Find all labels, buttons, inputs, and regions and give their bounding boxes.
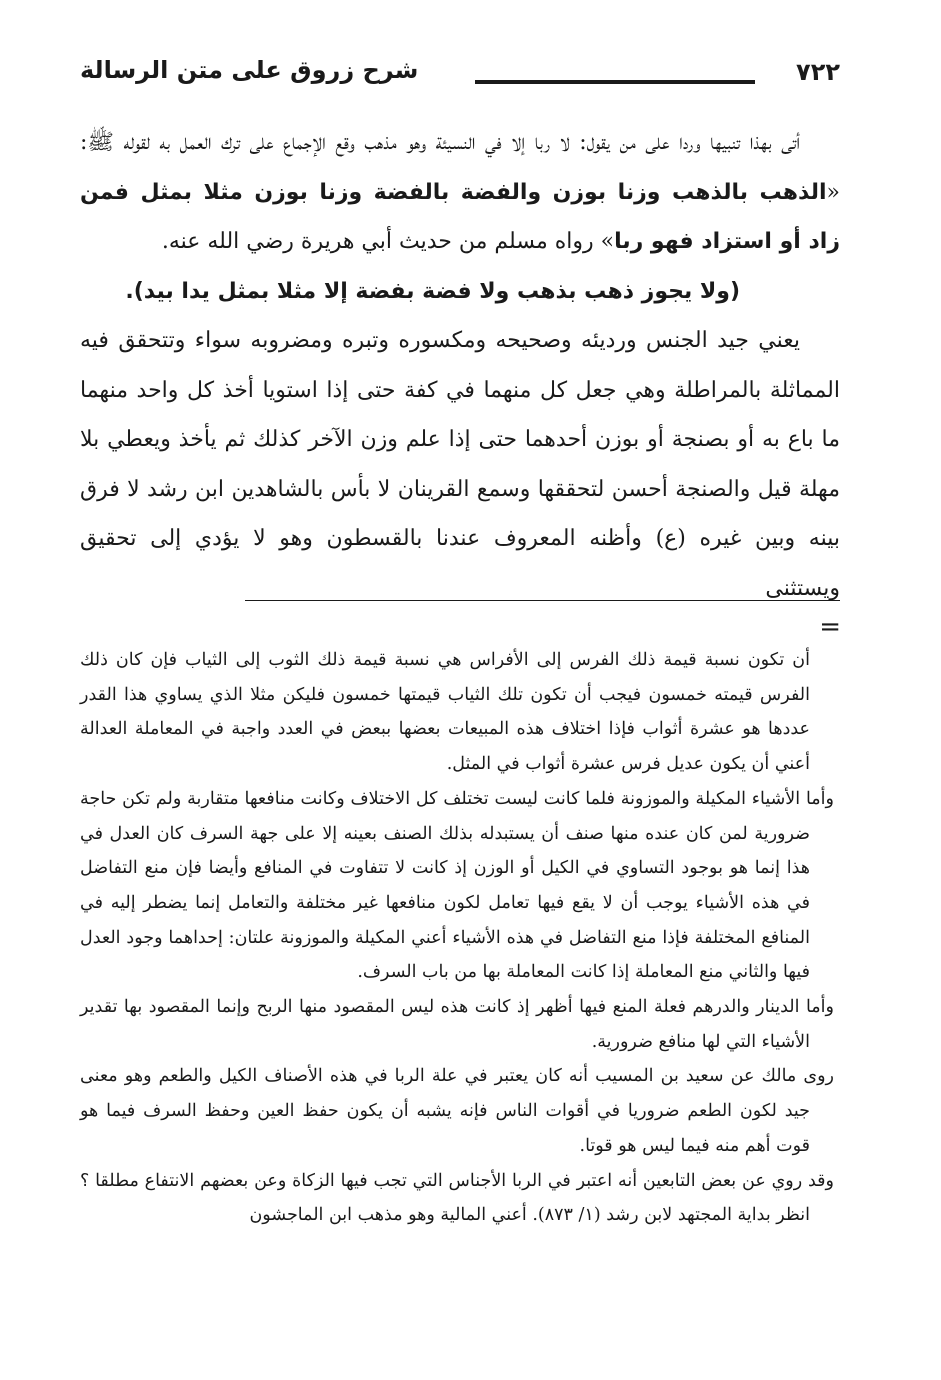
- footnote-paragraph: وأما الأشياء المكيلة والموزونة فلما كانت ليست تختلف كل الاختلاف وكانت منافعها متقاربة ولم تكن حاجة ضرورية لمن كان عنده منها صنف أن يستبدله بذلك الصنف بعينه إلا على جهة السرف كان العدل في هذا إنما هو بوجود التساوي في الكيل أو الوزن إذ كانت لا تتفاوت في المنافع وأيضا فإن منع التفاضل في هذه الأشياء يوجب أن لا يقع فيها تعامل لكون منافعها غير مختلفة والتعامل إنما يضطر إليه في المنافع المختلفة فإذا منع التفاضل في هذه الأشياء أعني المكيلة والموزونة علتان: إحداهما وجود العدل فيها والثاني منع المعاملة إذا كانت المعاملة بها من باب السرف.: [80, 788, 834, 983]
- hadith-quote: الذهب بالذهب وزنا بوزن والفضة بالفضة وزنا بوزن مثلا بمثل فمن زاد أو استزاد فهو ربا: [80, 179, 840, 254]
- footnote-text: وقد روي عن بعض التابعين أنه اعتبر في الربا الأجناس التي تجب فيها الزكاة وعن بعضهم الانتفاع مطلقا ؟: [80, 1170, 834, 1191]
- footnote-paragraph: [80, 1164, 840, 1233]
- matn-text: (ولا يجوز ذهب بذهب ولا فضة بفضة إلا مثلا بمثل يدا بيد).: [125, 278, 740, 304]
- page-header: [80, 50, 840, 106]
- footnote-reference: انظر بداية المجتهد لابن رشد (١/ ٨٧٣). أعني المالية وهو مذهب ابن الماجشون: [249, 1205, 810, 1226]
- paragraph-commentary-1: [80, 118, 840, 267]
- page-number: ٧٢٢: [796, 58, 840, 86]
- footnote-paragraph: روى مالك عن سعيد بن المسيب أنه كان يعتبر في علة الربا في هذه الأصناف الكيل والطعم وهو معنى جيد لكون الطعم ضروريا في أقوات الناس فإنه يشبه أن يكون حفظ العين وحفظ السرف فيما هو قوت أهم منه فيما ليس هو قوتا.: [80, 1066, 834, 1156]
- header-rule: [475, 80, 755, 84]
- footnote-paragraph: أن تكون نسبة قيمة ذلك الفرس إلى الأفراس هي نسبة قيمة ذلك الثوب إلى الثياب فإن كان ذلك الفرس قيمته خمسون فيجب أن تكون تلك الثياب قيمتها خمسون فليكن مثلا الذي يساوي هذا القدر عددها هو عشرة أثواب فإذا اختلاف هذه المبيعات بعضها ببعض في العدد واجبة في المعاملة العدالة أعني أن يكون عديل فرس عشرة أثواب في المثل.: [80, 650, 810, 775]
- paragraph-1-text-end: » رواه مسلم من حديث أبي هريرة رضي الله عنه.: [161, 229, 615, 254]
- footnote-continuation-mark: =: [819, 612, 841, 642]
- main-text: [80, 118, 840, 613]
- paragraph-1-text-start: أتى بهذا تنبيها وردا على من يقول: لا ربا إلا في النسيئة وهو مذهب وقع الإجماع على ترك العمل به لقوله ﷺ: «: [80, 130, 840, 205]
- running-title: شرح زروق على متن الرسالة: [80, 56, 419, 84]
- footnote-separator: [245, 600, 840, 601]
- footnotes: [80, 643, 840, 1233]
- footnote-paragraph: وأما الدينار والدرهم فعلة المنع فيها أظهر إذ كانت هذه ليس المقصود منها الربح وإنما المقصود بها تقدير الأشياء التي لها منافع ضرورية.: [80, 997, 834, 1052]
- paragraph-commentary-2: يعني جيد الجنس ورديئه وصحيحه ومكسوره وتبره ومضروبه سواء وتتحقق فيه المماثلة بالمراطلة وهي جعل كل منهما في كفة حتى إذا استويا أخذ كل واحد منهما ما باع به أو بصنجة أو بوزن أحدهما حتى إذا علم وزن الآخر كذلك ثم يأخذ ويعطي بلا مهلة قيل والصنجة أحسن لتحققها وسمع القرينان لا بأس بالشاهدين ابن رشد لا فرق بينه وبين غيره (ع) وأظنه المعروف عندنا بالقسطون وهو لا يؤدي إلى تحقيق ويستثنى: [80, 328, 840, 601]
